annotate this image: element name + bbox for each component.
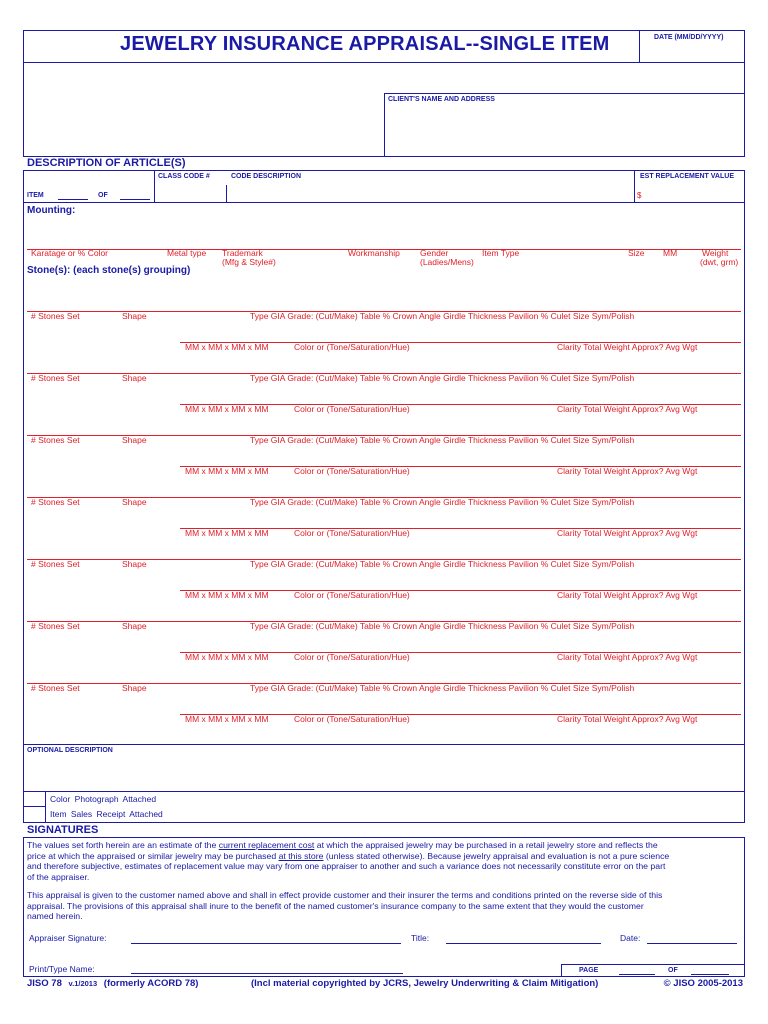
stone-row-field[interactable] [27,660,741,681]
stone-detail-field[interactable] [180,634,741,650]
stone-row-field[interactable] [27,598,741,619]
clarity-label: Clarity Total Weight Approx? Avg Wgt [557,590,698,600]
appraisal-terms: This appraisal is given to the customer named above and shall in effect provide customer and their insurer the terms and conditions printed on the reverse side of this appraisal. The provisions of this appraisal shall inure to the benefit of the named customer's insurance company to the same extent that they would the customer named herein. [27,890,663,922]
type-grade-label: Type GIA Grade: (Cut/Make) Table % Crown Angle Girdle Thickness Pavilion % Culet Size Sym/Polish [250,435,635,445]
metal-type-label: Metal type [167,248,207,258]
gender-label: Gender [420,248,449,258]
class-code-field[interactable] [156,186,224,201]
date-sign-line[interactable] [647,943,737,944]
workmanship-label: Workmanship [348,248,400,258]
stones-set-label: # Stones Set [31,683,80,693]
type-grade-label: Type GIA Grade: (Cut/Make) Table % Crown Angle Girdle Thickness Pavilion % Culet Size Sym/Polish [250,683,635,693]
code-description-label: CODE DESCRIPTION [231,173,302,180]
mm-label: MM [663,248,678,258]
shape-label: Shape [122,559,147,569]
client-name-address-field[interactable] [386,106,742,154]
type-grade-label: Type GIA Grade: (Cut/Make) Table % Crown Angle Girdle Thickness Pavilion % Culet Size Sym/Polish [250,311,635,321]
clarity-label: Clarity Total Weight Approx? Avg Wgt [557,528,698,538]
shape-label: Shape [122,683,147,693]
client-label: CLIENT'S NAME AND ADDRESS [388,96,495,103]
color-label: Color or (Tone/Saturation/Hue) [294,590,410,600]
clarity-label: Clarity Total Weight Approx? Avg Wgt [557,342,698,352]
karatage-label: Karatage or % Color [31,248,109,258]
color-label: Color or (Tone/Saturation/Hue) [294,466,410,476]
title-label: Title: [411,933,430,943]
stone-row-field[interactable] [27,474,741,495]
optional-description-field[interactable] [26,756,742,789]
mm-dimensions-label: MM x MM x MM x MM [185,714,269,724]
est-replacement-value-label: EST REPLACEMENT VALUE [640,173,734,180]
clarity-label: Clarity Total Weight Approx? Avg Wgt [557,466,698,476]
form-version: v.1/2013 [68,979,98,988]
shape-label: Shape [122,311,147,321]
date-sign-label: Date: [620,933,641,943]
type-grade-label: Type GIA Grade: (Cut/Make) Table % Crown Angle Girdle Thickness Pavilion % Culet Size Sym/Polish [250,559,635,569]
mm-dimensions-label: MM x MM x MM x MM [185,590,269,600]
color-label: Color or (Tone/Saturation/Hue) [294,652,410,662]
photo-attached-label: Color Photograph Attached [50,794,157,804]
stone-detail-field[interactable] [180,386,741,402]
page-total-line[interactable] [691,974,729,975]
stone-detail-field[interactable] [180,510,741,526]
mm-dimensions-label: MM x MM x MM x MM [185,466,269,476]
signatures-heading: SIGNATURES [27,824,99,836]
gender-sub-label: (Ladies/Mens) [420,257,474,267]
size-label: Size [628,248,645,258]
page-of-label: OF [668,967,678,974]
item-type-label: Item Type [482,248,520,258]
date-label: DATE (MM/DD/YYYY) [654,34,724,41]
stones-set-label: # Stones Set [31,435,80,445]
optional-description-label: OPTIONAL DESCRIPTION [27,747,113,754]
mm-dimensions-label: MM x MM x MM x MM [185,652,269,662]
print-name-label: Print/Type Name: [29,964,95,974]
trademark-label: Trademark [222,248,263,258]
est-value-field[interactable] [646,186,742,201]
shape-label: Shape [122,621,147,631]
copyright-note: (Incl material copyrighted by JCRS, Jewelry Underwriting & Claim Mitigation) [251,978,599,989]
stone-detail-field[interactable] [180,572,741,588]
stone-row-field[interactable] [27,536,741,557]
mounting-heading: Mounting: [27,205,76,216]
copyright: © JISO 2005-2013 [663,978,743,989]
mm-dimensions-label: MM x MM x MM x MM [185,342,269,352]
formerly-note: (formerly ACORD 78) [103,978,199,989]
class-code-label: CLASS CODE # [158,173,210,180]
appraiser-signature-label: Appraiser Signature: [29,933,107,943]
stone-detail-field[interactable] [180,324,741,340]
stones-set-label: # Stones Set [31,497,80,507]
item-number-line[interactable] [58,199,88,200]
photo-checkbox[interactable] [25,793,43,805]
trademark-sub-label: (Mfg & Style#) [222,257,276,267]
clarity-label: Clarity Total Weight Approx? Avg Wgt [557,652,698,662]
color-label: Color or (Tone/Saturation/Hue) [294,404,410,414]
code-description-field[interactable] [228,186,632,201]
date-field[interactable] [641,44,743,61]
footer [27,978,745,992]
page-title: JEWELRY INSURANCE APPRAISAL--SINGLE ITEM [120,33,610,55]
mm-dimensions-label: MM x MM x MM x MM [185,528,269,538]
form-id: JISO 78 [27,978,62,989]
type-grade-label: Type GIA Grade: (Cut/Make) Table % Crown Angle Girdle Thickness Pavilion % Culet Size Sym/Polish [250,621,635,631]
weight-sub-label: (dwt, grm) [700,257,739,267]
stones-set-label: # Stones Set [31,373,80,383]
appraiser-info-field[interactable] [26,64,381,154]
of-label: OF [98,192,108,199]
mm-dimensions-label: MM x MM x MM x MM [185,404,269,414]
page-label: PAGE [579,967,599,974]
appraiser-signature-line[interactable] [131,943,401,944]
stone-row-field[interactable] [27,288,741,309]
item-label: ITEM [27,192,44,199]
stone-detail-field[interactable] [180,696,741,712]
color-label: Color or (Tone/Saturation/Hue) [294,528,410,538]
stone-row-field[interactable] [27,350,741,371]
stones-set-label: # Stones Set [31,559,80,569]
valuation-disclaimer: The values set forth herein are an estimate of the current replacement cost at which the appraised jewelry may be purchased in a retail jewelry store and reflects the price at which the appraised or similar jewelry may be purchased at this store (unless stated otherwise). Because jewelry appraisal and evaluation is not a pure science and therefore subjective, estimates of replacement value may vary from one appraiser to another and such a variance does not necessarily constitute error on the part of the appraiser. [27,840,670,882]
stone-row-field[interactable] [27,412,741,433]
clarity-label: Clarity Total Weight Approx? Avg Wgt [557,714,698,724]
shape-label: Shape [122,497,147,507]
color-label: Color or (Tone/Saturation/Hue) [294,714,410,724]
shape-label: Shape [122,373,147,383]
stones-set-label: # Stones Set [31,311,80,321]
description-heading: DESCRIPTION OF ARTICLE(S) [27,157,186,169]
item-total-line[interactable] [120,199,150,200]
page-number-line[interactable] [619,974,655,975]
receipt-checkbox[interactable] [25,808,43,820]
type-grade-label: Type GIA Grade: (Cut/Make) Table % Crown Angle Girdle Thickness Pavilion % Culet Size Sym/Polish [250,373,635,383]
color-label: Color or (Tone/Saturation/Hue) [294,342,410,352]
shape-label: Shape [122,435,147,445]
title-line[interactable] [446,943,601,944]
receipt-attached-label: Item Sales Receipt Attached [50,809,163,819]
print-name-line[interactable] [131,973,403,974]
stones-heading: Stone(s): (each stone(s) grouping) [27,265,191,276]
mounting-field[interactable] [27,216,741,248]
dollar-sign: $ [637,191,642,200]
stones-set-label: # Stones Set [31,621,80,631]
weight-label: Weight [702,248,729,258]
clarity-label: Clarity Total Weight Approx? Avg Wgt [557,404,698,414]
stone-detail-field[interactable] [180,448,741,464]
type-grade-label: Type GIA Grade: (Cut/Make) Table % Crown Angle Girdle Thickness Pavilion % Culet Size Sym/Polish [250,497,635,507]
